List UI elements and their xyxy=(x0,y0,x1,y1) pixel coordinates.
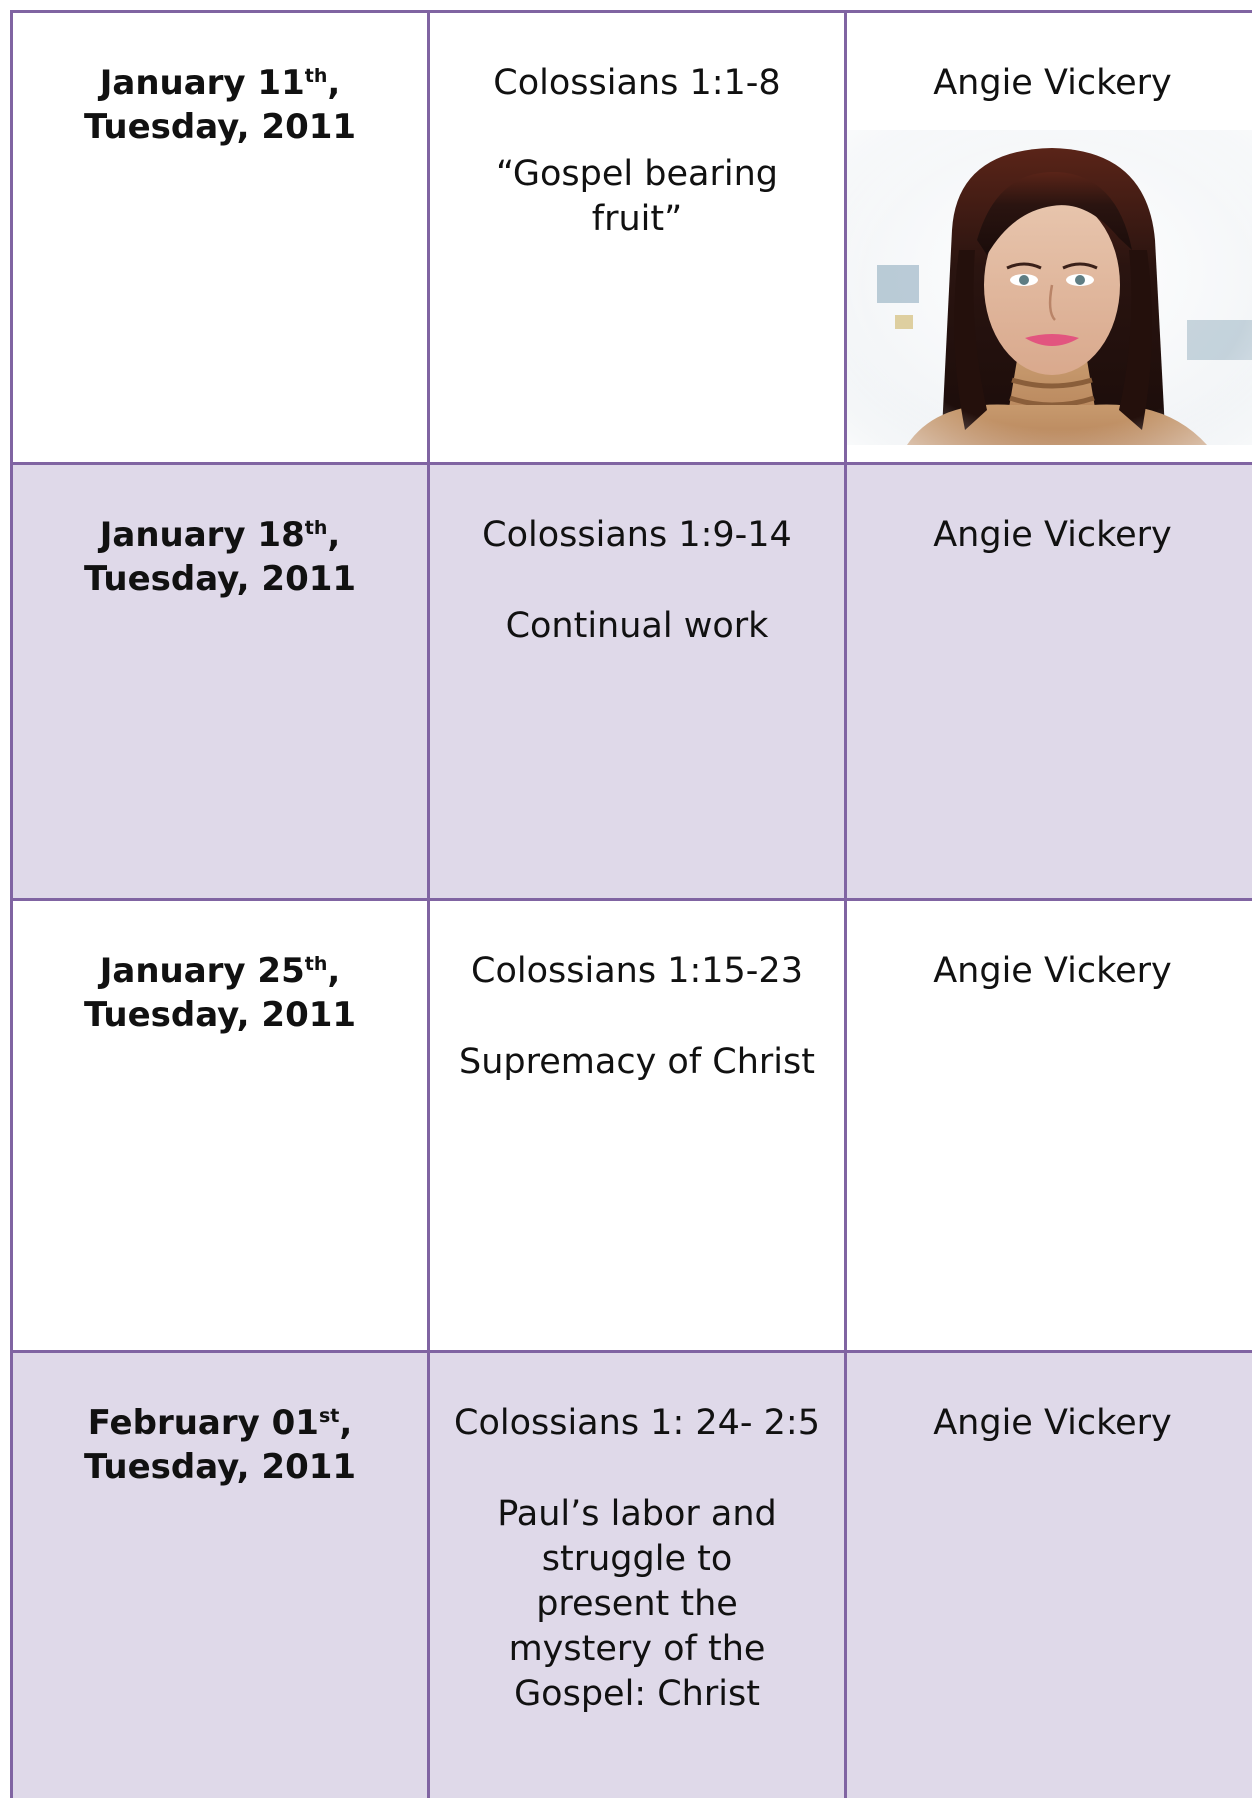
date-ordinal-suffix: th xyxy=(304,517,328,539)
date-text xyxy=(13,901,427,1037)
date-ordinal-suffix: th xyxy=(304,953,328,975)
date-month-day: January 18 xyxy=(99,515,305,555)
date-text xyxy=(13,465,427,601)
passage-theme: Continual work xyxy=(505,606,769,646)
date-cell xyxy=(12,1352,429,1798)
date-month-day: February 01 xyxy=(87,1403,319,1443)
date-ordinal-suffix: st xyxy=(318,1405,340,1427)
passage-reference: Colossians 1: 24- 2:5 xyxy=(454,1403,820,1443)
date-text xyxy=(13,13,427,149)
portrait-photo-icon xyxy=(847,130,1252,445)
date-cell xyxy=(12,12,429,464)
leader-name: Angie Vickery xyxy=(933,515,1172,555)
leader-photo xyxy=(847,130,1252,445)
study-schedule-table xyxy=(10,10,1252,1798)
passage-cell xyxy=(429,1352,846,1798)
leader-cell xyxy=(846,1352,1252,1798)
date-comma: , xyxy=(327,951,341,991)
leader-name: Angie Vickery xyxy=(933,1403,1172,1443)
passage-cell xyxy=(429,464,846,900)
passage-cell xyxy=(429,900,846,1352)
date-comma: , xyxy=(327,63,341,103)
leader-name: Angie Vickery xyxy=(933,63,1172,103)
leader-cell xyxy=(846,900,1252,1352)
date-ordinal-suffix: th xyxy=(304,65,328,87)
date-month-day: January 11 xyxy=(99,63,305,103)
leader-cell xyxy=(846,464,1252,900)
passage-theme: Supremacy of Christ xyxy=(459,1042,815,1082)
passage-reference: Colossians 1:15-23 xyxy=(471,951,803,991)
schedule-row xyxy=(12,464,1252,900)
date-comma: , xyxy=(339,1403,353,1443)
schedule-row xyxy=(12,1352,1252,1798)
date-weekday-year: Tuesday, 2011 xyxy=(83,107,357,147)
passage-reference: Colossians 1:1-8 xyxy=(493,63,781,103)
date-cell xyxy=(12,900,429,1352)
date-text xyxy=(13,1353,427,1489)
passage-theme: “Gospel bearing fruit” xyxy=(496,154,778,239)
leader-name: Angie Vickery xyxy=(933,951,1172,991)
passage-reference: Colossians 1:9-14 xyxy=(482,515,792,555)
date-comma: , xyxy=(327,515,341,555)
date-month-day: January 25 xyxy=(99,951,305,991)
date-cell xyxy=(12,464,429,900)
schedule-row xyxy=(12,900,1252,1352)
passage-theme: Paul’s labor and struggle to present the mystery of the Gospel: Christ xyxy=(497,1494,777,1714)
schedule-row xyxy=(12,12,1252,464)
passage-cell xyxy=(429,12,846,464)
date-weekday-year: Tuesday, 2011 xyxy=(83,559,357,599)
leader-cell xyxy=(846,12,1252,464)
date-weekday-year: Tuesday, 2011 xyxy=(83,995,357,1035)
date-weekday-year: Tuesday, 2011 xyxy=(83,1447,357,1487)
